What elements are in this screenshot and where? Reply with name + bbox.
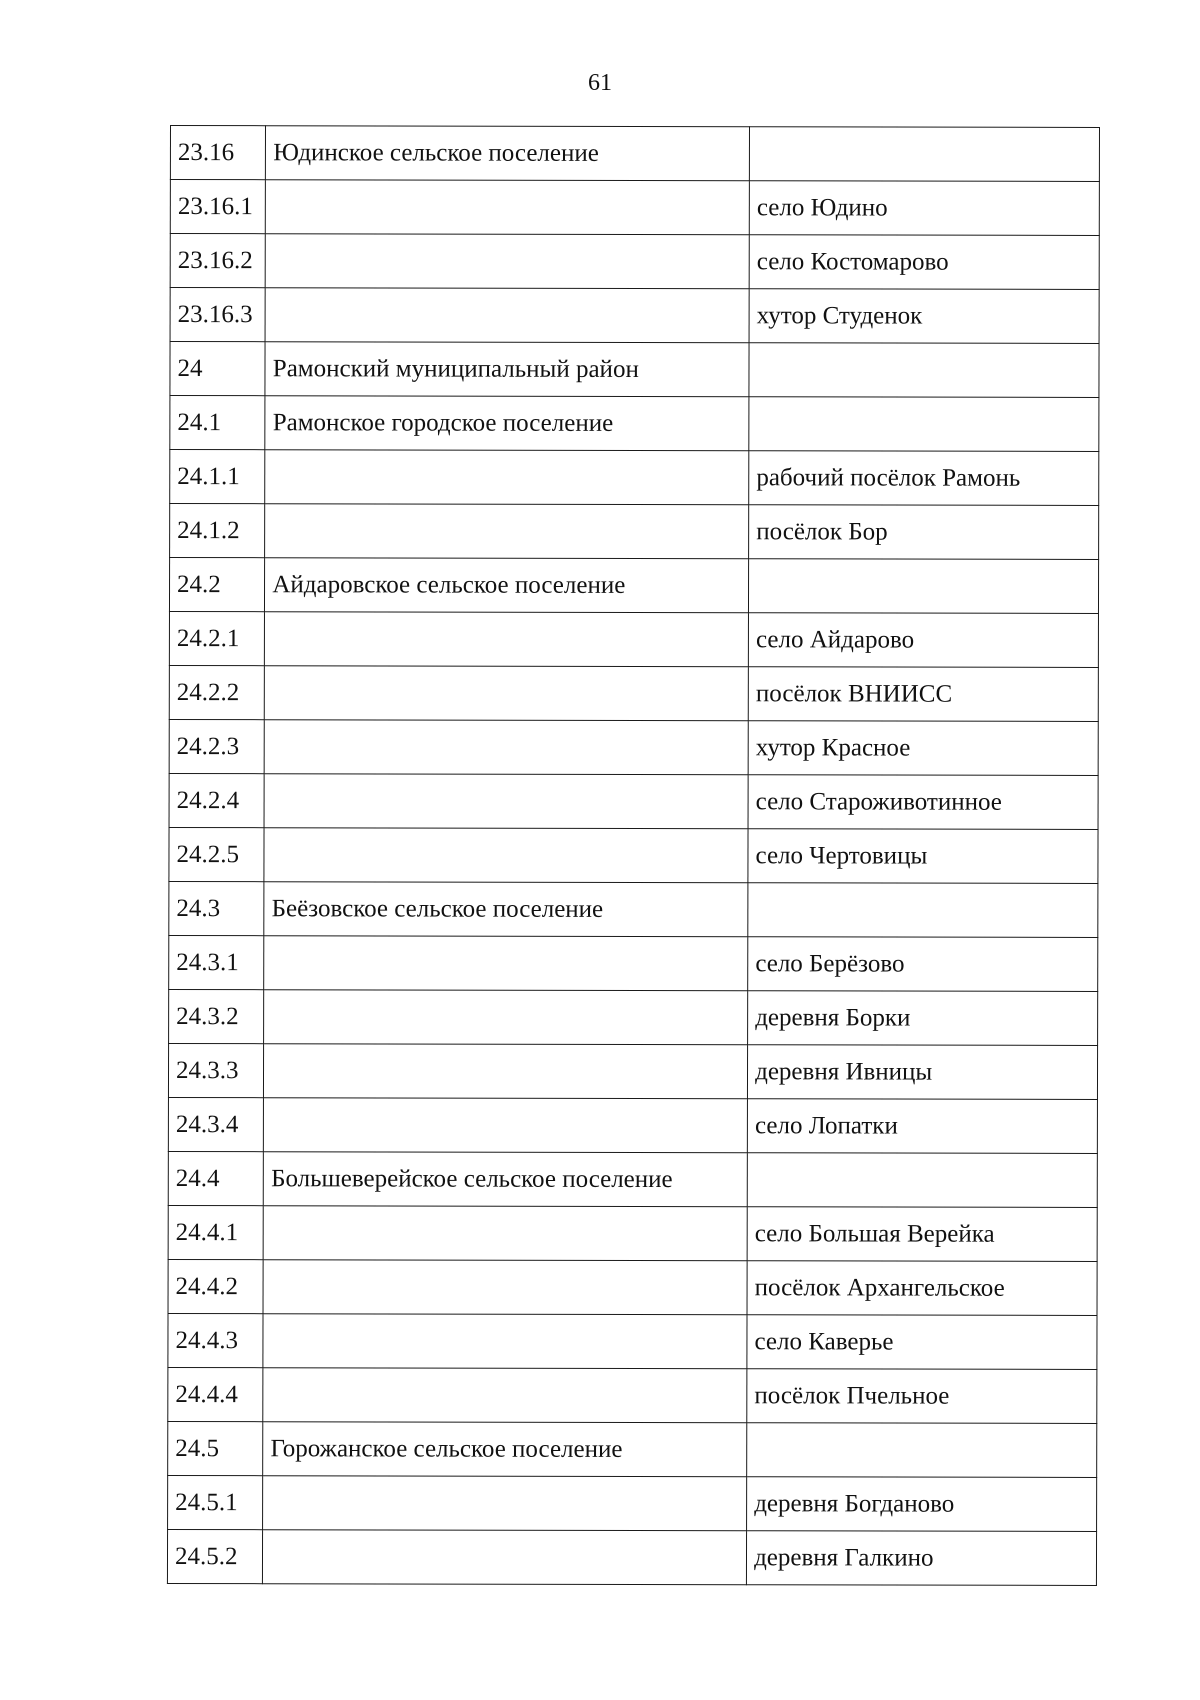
table-row xyxy=(167,1529,1096,1585)
table-row xyxy=(170,450,1099,506)
name-cell xyxy=(264,828,748,883)
name-cell xyxy=(264,1044,748,1099)
code-cell: 24.2.5 xyxy=(169,827,264,881)
table-row xyxy=(168,1151,1097,1207)
table-row xyxy=(170,126,1099,182)
name-cell: Большеверейское сельское поселение xyxy=(264,1152,748,1207)
code-cell: 24.3 xyxy=(169,881,264,935)
name-cell xyxy=(263,1476,747,1531)
code-cell: 23.16.1 xyxy=(170,180,265,234)
table-row xyxy=(168,1313,1097,1369)
code-cell: 23.16 xyxy=(170,126,265,180)
table-row xyxy=(170,288,1099,344)
place-cell xyxy=(749,397,1099,452)
table-row xyxy=(168,1259,1097,1315)
code-cell: 24.5.2 xyxy=(167,1529,262,1583)
place-cell: деревня Галкино xyxy=(747,1531,1097,1586)
place-cell: село Юдино xyxy=(749,181,1099,236)
code-cell: 24.5.1 xyxy=(168,1475,263,1529)
table-row xyxy=(170,234,1099,290)
table-row xyxy=(169,665,1098,721)
settlement-registry-table xyxy=(167,125,1100,1586)
table-row xyxy=(170,396,1099,452)
code-cell: 24.2.2 xyxy=(169,665,264,719)
name-cell: Беёзовское сельское поселение xyxy=(264,882,748,937)
name-cell xyxy=(264,990,748,1045)
place-cell xyxy=(747,1423,1097,1478)
name-cell xyxy=(263,1260,747,1315)
name-cell xyxy=(264,774,748,829)
code-cell: 24.1.2 xyxy=(170,504,265,558)
table-row xyxy=(169,827,1098,883)
place-cell: посёлок Бор xyxy=(749,505,1099,560)
code-cell: 24.4.1 xyxy=(168,1205,263,1259)
table-body xyxy=(167,126,1099,1586)
page-number: 61 xyxy=(588,70,612,96)
name-cell: Рамонское городское поселение xyxy=(265,396,749,451)
place-cell: село Большая Верейка xyxy=(747,1207,1097,1262)
table-row xyxy=(170,504,1099,560)
place-cell xyxy=(748,883,1098,938)
name-cell xyxy=(265,288,749,343)
table-row xyxy=(169,773,1098,829)
code-cell: 24.3.1 xyxy=(169,935,264,989)
name-cell xyxy=(266,180,750,235)
table-row xyxy=(168,1367,1097,1423)
place-cell xyxy=(749,127,1099,182)
place-cell: деревня Борки xyxy=(748,991,1098,1046)
code-cell: 24.3.3 xyxy=(168,1043,263,1097)
table-row xyxy=(169,989,1098,1045)
table-row xyxy=(169,612,1098,668)
code-cell: 24.2.3 xyxy=(169,719,264,773)
name-cell: Рамонский муниципальный район xyxy=(265,342,749,397)
name-cell xyxy=(263,1314,747,1369)
place-cell: посёлок Архангельское xyxy=(747,1261,1097,1316)
table-row xyxy=(170,180,1099,236)
place-cell: село Айдарово xyxy=(748,613,1098,668)
place-cell: село Каверье xyxy=(747,1315,1097,1370)
name-cell xyxy=(265,234,749,289)
code-cell: 24.4 xyxy=(168,1151,263,1205)
place-cell: село Староживотинное xyxy=(748,775,1098,830)
table-row xyxy=(169,719,1098,775)
code-cell: 24.1.1 xyxy=(170,450,265,504)
place-cell: деревня Богданово xyxy=(747,1477,1097,1532)
name-cell xyxy=(263,1530,747,1585)
name-cell xyxy=(264,1098,748,1153)
name-cell: Айдаровское сельское поселение xyxy=(265,558,749,613)
code-cell: 24 xyxy=(170,342,265,396)
name-cell xyxy=(265,666,749,721)
table-row xyxy=(168,1097,1097,1153)
code-cell: 24.4.4 xyxy=(168,1367,263,1421)
table-row xyxy=(168,1421,1097,1477)
place-cell: хутор Студенок xyxy=(749,289,1099,344)
code-cell: 23.16.3 xyxy=(170,288,265,342)
name-cell xyxy=(265,612,749,667)
code-cell: 24.3.4 xyxy=(168,1097,263,1151)
place-cell xyxy=(749,343,1099,398)
table-row xyxy=(168,1205,1097,1261)
code-cell: 24.4.2 xyxy=(168,1259,263,1313)
table-row xyxy=(170,342,1099,398)
name-cell xyxy=(263,1206,747,1261)
place-cell: деревня Ивницы xyxy=(748,1045,1098,1100)
code-cell: 24.2 xyxy=(169,558,264,612)
code-cell: 24.2.1 xyxy=(169,612,264,666)
place-cell: посёлок ВНИИСС xyxy=(748,667,1098,722)
name-cell: Горожанское сельское поселение xyxy=(263,1422,747,1477)
name-cell: Юдинское сельское поселение xyxy=(266,126,750,181)
code-cell: 24.3.2 xyxy=(169,989,264,1043)
place-cell: село Лопатки xyxy=(747,1099,1097,1154)
name-cell xyxy=(264,720,748,775)
name-cell xyxy=(264,936,748,991)
table-row xyxy=(168,1043,1097,1099)
name-cell xyxy=(263,1368,747,1423)
place-cell: село Чертовицы xyxy=(748,829,1098,884)
code-cell: 24.4.3 xyxy=(168,1313,263,1367)
place-cell: село Берёзово xyxy=(748,937,1098,992)
table-row xyxy=(169,935,1098,991)
table-row xyxy=(168,1475,1097,1531)
place-cell xyxy=(749,559,1099,614)
name-cell xyxy=(265,504,749,559)
table-row xyxy=(169,558,1098,614)
place-cell: рабочий посёлок Рамонь xyxy=(749,451,1099,506)
code-cell: 23.16.2 xyxy=(170,234,265,288)
place-cell: посёлок Пчельное xyxy=(747,1369,1097,1424)
code-cell: 24.1 xyxy=(170,396,265,450)
table-row xyxy=(169,881,1098,937)
name-cell xyxy=(265,450,749,505)
place-cell: хутор Красное xyxy=(748,721,1098,776)
code-cell: 24.5 xyxy=(168,1421,263,1475)
place-cell xyxy=(747,1153,1097,1208)
code-cell: 24.2.4 xyxy=(169,773,264,827)
place-cell: село Костомарово xyxy=(749,235,1099,290)
